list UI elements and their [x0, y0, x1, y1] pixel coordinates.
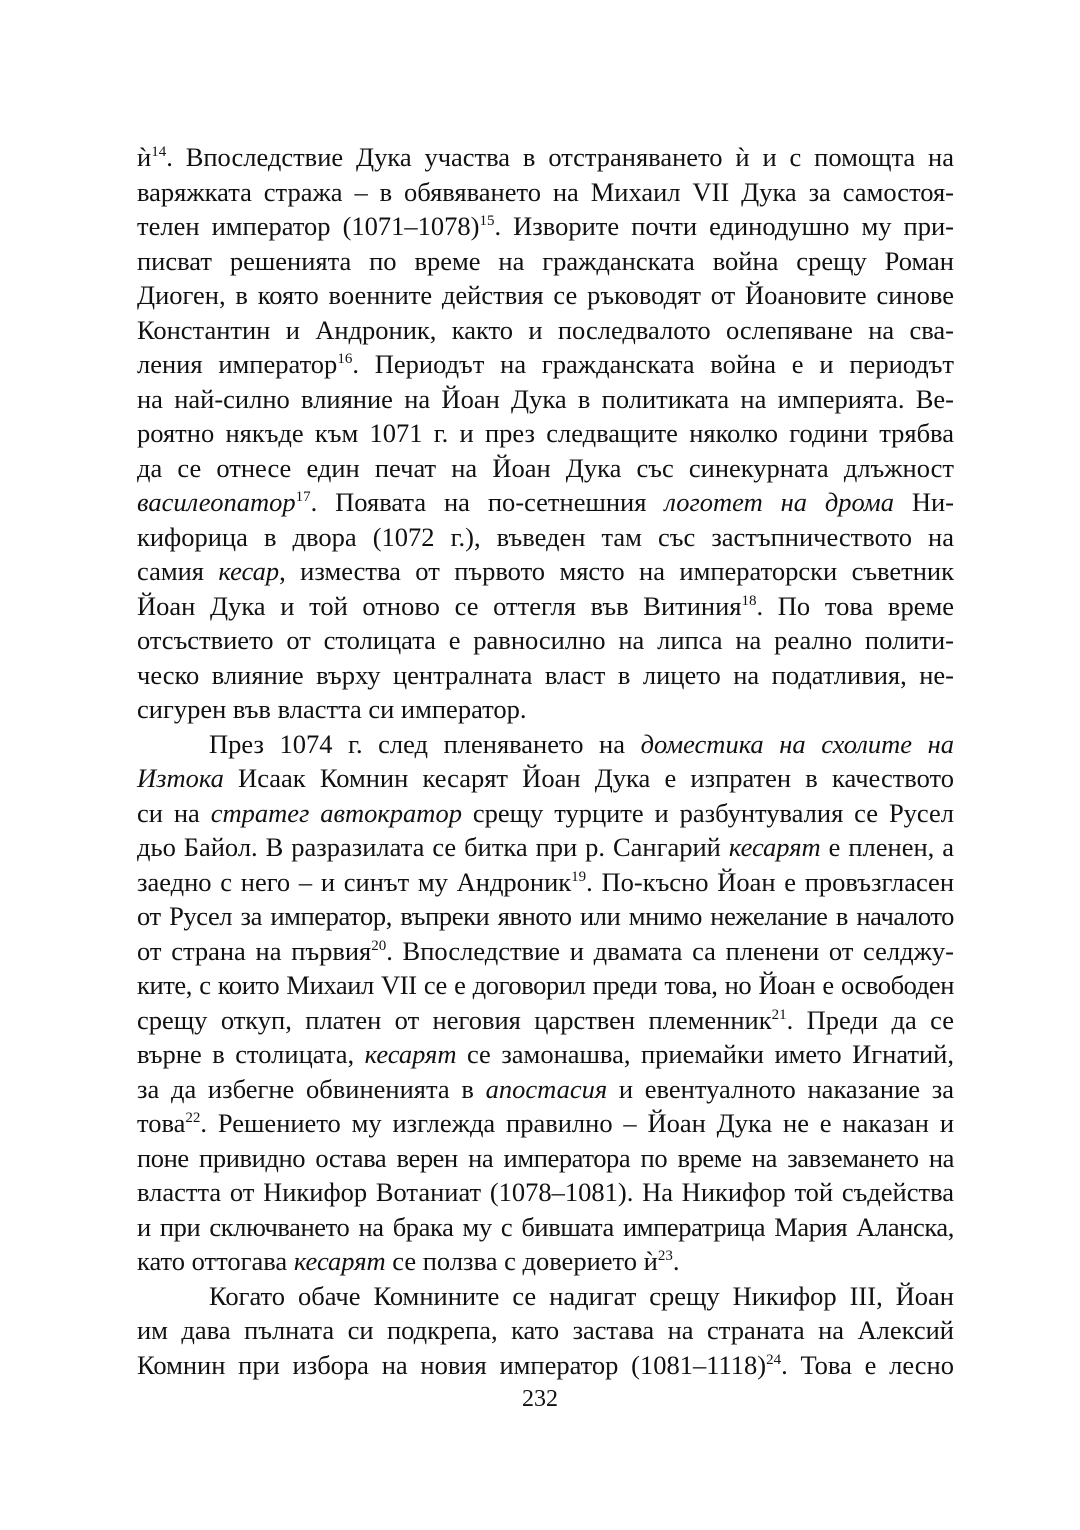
text-segment: от Русел за император, въпреки явното или мнимо нежелание в началото: [137, 901, 954, 931]
text-segment: Когато обаче Комнините се надигат срещу Никифор III, Йоан: [209, 1280, 954, 1311]
text-line: [137, 278, 954, 313]
text-segment: и евентуалното наказание за: [607, 1073, 954, 1104]
text-segment: . Изворите почти единодушно му при-: [494, 211, 954, 241]
text-segment: сигурен във властта си император.: [137, 694, 527, 724]
text-line: [137, 416, 954, 451]
text-segment: . Преди да се: [786, 1004, 954, 1035]
italic-term: логотет на дрома: [664, 487, 894, 517]
text-segment: Константин и Андроник, както и последвалото ослепяване на сва-: [137, 314, 954, 345]
footnote-marker: 24: [766, 1351, 782, 1368]
footnote-marker: 23: [657, 1248, 673, 1264]
text-line: [137, 1141, 954, 1176]
text-segment: . Впоследствие Дука участва в отстраняването ѝ и с помощта на: [166, 142, 954, 172]
text-segment: . Решението му изглежда правилно – Йоан Дука не е наказан и: [200, 1108, 954, 1138]
text-segment: срещу откуп, платен от неговия царствен племенник: [137, 1004, 772, 1035]
text-segment: и при сключването на брака му с бившата императрица Мария Аланска,: [137, 1211, 954, 1242]
text-segment: писват решенията по време на гражданската война срещу Роман: [137, 245, 954, 276]
text-segment: . Това е лесно: [781, 1349, 954, 1380]
text-segment: .: [672, 1246, 680, 1276]
text-segment: им дава пълната си подкрепа, като застава на страната на Алексий: [137, 1315, 954, 1345]
footnote-marker: 19: [571, 868, 587, 885]
text-line: [137, 451, 954, 486]
text-segment: ѝ: [137, 142, 152, 172]
text-line: [137, 244, 954, 279]
text-segment: . Появата на по-сетнешния: [310, 487, 665, 517]
footnote-marker: 20: [371, 937, 387, 954]
text-segment: ческо влияние върху централната власт в лицето на податливия, не-: [137, 659, 954, 690]
footnote-marker: 15: [479, 213, 495, 229]
text-segment: ките, с които Михаил VII се е договорил преди това, но Йоан е освободен: [137, 970, 954, 1000]
text-line: [137, 1175, 954, 1210]
text-segment: . Периодът на гражданската война е и периодът: [352, 349, 954, 379]
text-line: [137, 1072, 954, 1107]
text-line: [137, 175, 954, 210]
text-segment: като оттогава: [137, 1246, 294, 1276]
text-segment: се замонашва, приемайки името Игнатий,: [456, 1039, 954, 1069]
text-segment: . Впоследствие и двамата са пленени от селджу-: [386, 935, 954, 966]
italic-term: кесарят: [364, 1039, 457, 1069]
footnote-marker: 18: [741, 592, 757, 609]
text-segment: от страна на първия: [137, 935, 372, 966]
text-segment: отсъствието от столицата е равносилно на липса на реално полити-: [137, 625, 954, 655]
text-segment: През 1074 г. след пленяването на: [209, 728, 641, 759]
text-line: [137, 623, 954, 658]
text-line: [137, 554, 954, 589]
text-segment: дьо Байол. В разразилата се битка при р. Сангарий: [137, 832, 729, 862]
text-segment: ления император: [137, 349, 338, 379]
text-line: [137, 485, 954, 520]
text-segment: за да избегне обвиненията в: [137, 1073, 486, 1104]
text-segment: Исаак Комнин кесарят Йоан Дука е изпратен в качеството: [223, 763, 954, 793]
text-line: [137, 968, 954, 1003]
text-segment: варяжката стража – в обявяването на Михаил VII Дука за самостоя-: [137, 176, 954, 207]
text-segment: си на: [137, 797, 211, 828]
text-line: [137, 1003, 954, 1038]
italic-term: Изтока: [137, 763, 224, 793]
text-line: [137, 796, 954, 831]
text-line: [137, 899, 954, 934]
text-line: [137, 934, 954, 969]
text-segment: това: [137, 1108, 186, 1138]
text-line: [137, 1313, 954, 1348]
text-line: [137, 1244, 954, 1279]
text-line: [137, 1348, 954, 1383]
text-segment: властта от Никифор Вотаниат (1078–1081). На Никифор той съдейства: [137, 1177, 954, 1207]
text-segment: роятно някъде към 1071 г. и през следващите няколко години трябва: [137, 418, 954, 448]
text-line: [137, 727, 954, 762]
text-line: [137, 313, 954, 348]
italic-term: кесарят: [728, 832, 821, 862]
italic-term: апостасия: [485, 1073, 608, 1104]
text-segment: на най-силно влияние на Йоан Дука в политиката на империята. Ве-: [137, 383, 954, 414]
text-segment: Йоан Дука и той отново се оттегля във Витиния: [137, 590, 742, 621]
text-line: [137, 209, 954, 244]
text-line: [137, 658, 954, 693]
text-segment: срещу турците и разбунтувалия се Русел: [461, 797, 955, 828]
text-segment: кифорица в двора (1072 г.), въведен там със застъпничеството на: [137, 521, 954, 552]
text-line: [137, 1210, 954, 1245]
text-segment: заедно с него – и синът му Андроник: [137, 866, 572, 897]
footnote-marker: 17: [295, 489, 311, 505]
text-segment: е пленен, а: [820, 832, 954, 862]
text-segment: . По това време: [756, 590, 954, 621]
italic-term: кесар: [218, 556, 280, 586]
text-line: [137, 1037, 954, 1072]
text-line: [137, 692, 954, 727]
footnote-marker: 16: [337, 351, 353, 367]
text-segment: самия: [137, 556, 219, 586]
footnote-marker: 14: [151, 144, 167, 160]
text-line: [137, 830, 954, 865]
text-segment: да се отнесе един печат на Йоан Дука със синекурната длъжност: [137, 452, 954, 483]
footnote-marker: 21: [771, 1006, 787, 1023]
italic-term: доместика на схолите на: [640, 728, 954, 759]
text-line: [137, 761, 954, 796]
text-segment: върне в столицата,: [137, 1039, 365, 1069]
text-line: [137, 520, 954, 555]
text-line: [137, 1106, 954, 1141]
text-segment: Диоген, в която военните действия се ръководят от Йоановите синове: [137, 280, 954, 310]
text-segment: . По-късно Йоан е провъзгласен: [586, 866, 954, 897]
text-line: [137, 140, 954, 175]
text-segment: Комнин при избора на новия император (1081–1118): [137, 1349, 767, 1380]
italic-term: кесарят: [293, 1246, 386, 1276]
text-line: [137, 865, 954, 900]
italic-term: василеопатор: [137, 487, 296, 517]
page-number: 232: [522, 1386, 558, 1412]
body-text: [137, 140, 954, 1382]
text-segment: телен император (1071–1078): [137, 211, 480, 241]
footnote-marker: 22: [185, 1110, 201, 1126]
text-line: [137, 347, 954, 382]
italic-term: стратег автократор: [210, 797, 462, 828]
text-segment: поне привидно остава верен на императора по време на завземането на: [137, 1142, 954, 1173]
text-line: [137, 589, 954, 624]
text-line: [137, 382, 954, 417]
text-segment: Ни-: [893, 487, 954, 517]
text-segment: се ползва с доверието ѝ: [385, 1246, 658, 1276]
text-segment: , измества от първото място на императорски съветник: [279, 556, 954, 586]
text-line: [137, 1279, 954, 1314]
